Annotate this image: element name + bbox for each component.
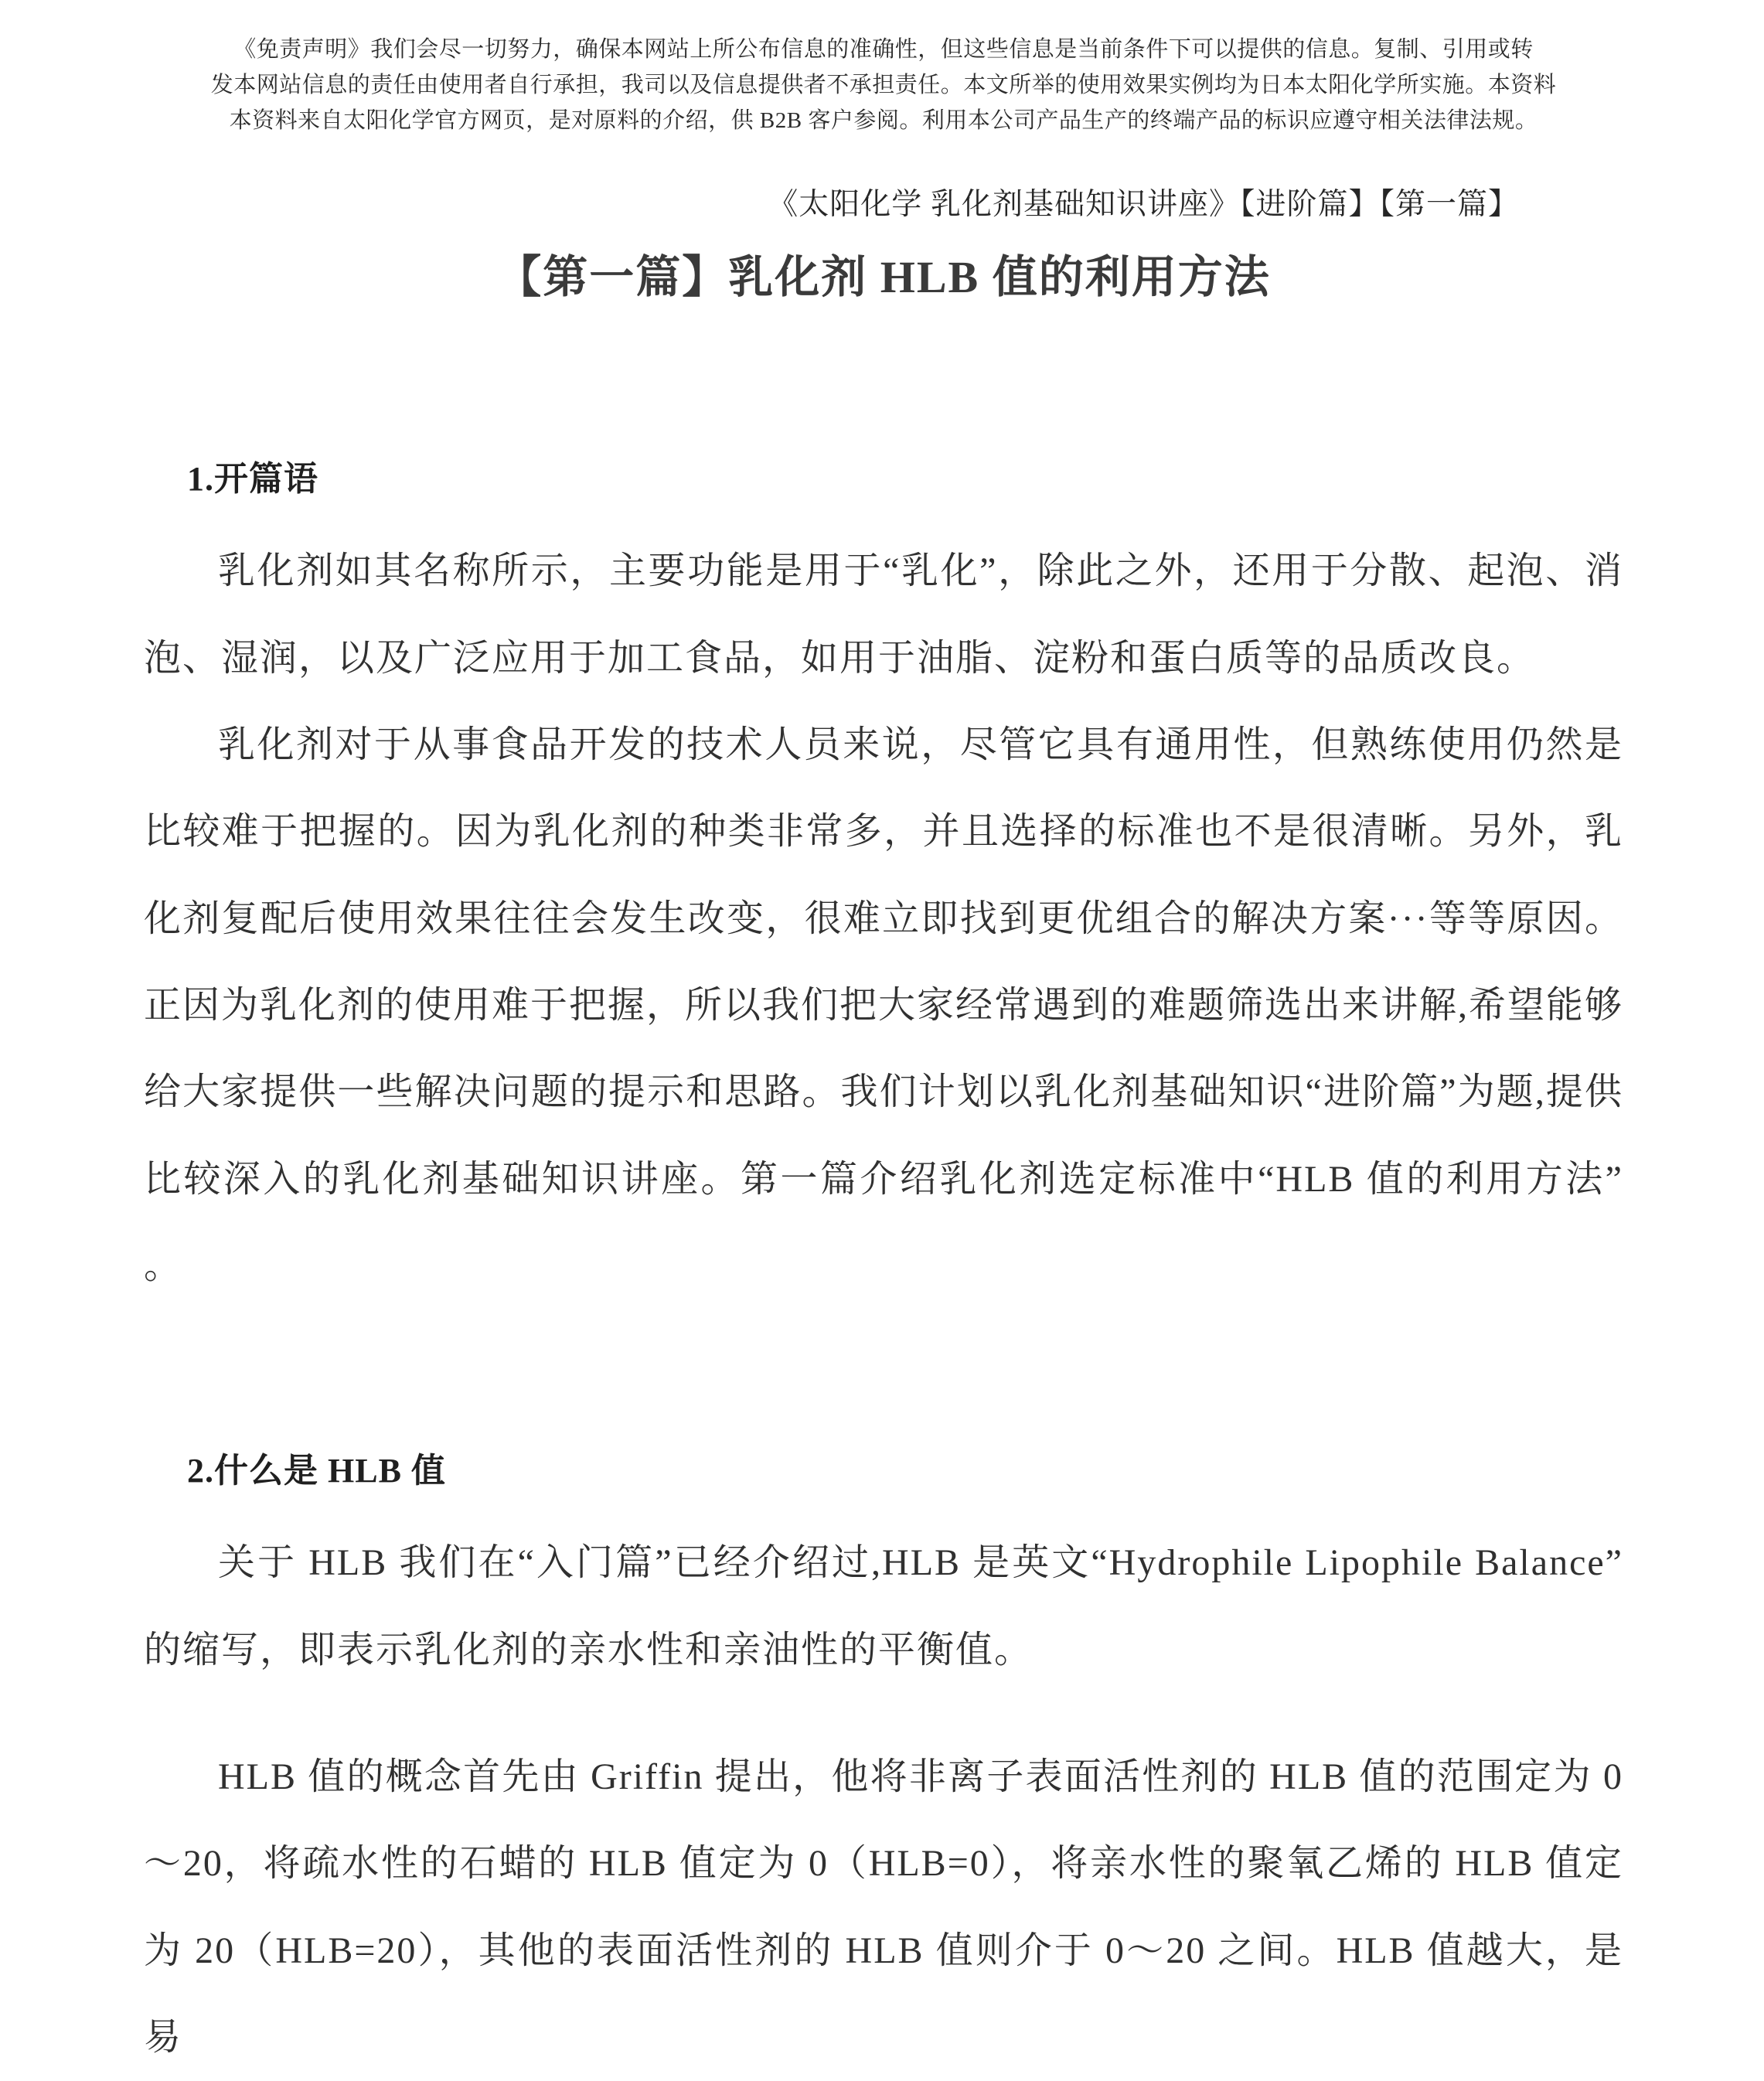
- disclaimer-line-2: 发本网站信息的责任由使用者自行承担，我司以及信息提供者不承担责任。本文所举的使用效果实例均为日本太阳化学所实施。本资料: [210, 72, 1557, 97]
- section-what-is-hlb: [144, 1442, 1623, 2081]
- hlb-paragraph-2: HLB 值的概念首先由 Griffin 提出，他将非离子表面活性剂的 HLB 值的范围定为 0～20，将疏水性的石蜡的 HLB 值定为 0（HLB=0），将亲水性的聚氧乙烯的 HLB 值定为 20（HLB=20），其他的表面活性剂的 HLB 值则介于 0～20 之间。HLB 值越大，是易: [144, 1756, 1623, 2058]
- hlb-paragraph-1: 关于 HLB 我们在“入门篇”已经介绍过,HLB 是英文“Hydrophile Lipophile Balance”的缩写，即表示乳化剂的亲水性和亲油性的平衡值。: [144, 1542, 1623, 1671]
- series-subtitle: 《太阳化学 乳化剂基础知识讲座》【进阶篇】【第一篇】: [768, 188, 1519, 222]
- disclaimer-line-3: 本资料来自太阳化学官方网页，是对原料的介绍，供 B2B 客户参阅。利用本公司产品生产的终端产品的标识应遵守相关法律法规。: [229, 107, 1538, 133]
- document-title: 【第一篇】乳化剂 HLB 值的利用方法: [496, 252, 1271, 303]
- section-intro-heading: 1.开篇语: [187, 460, 318, 499]
- section-intro: [144, 451, 1623, 1310]
- disclaimer-line-1: 《免责声明》我们会尽一切努力，确保本网站上所公布信息的准确性，但这些信息是当前条件下可以提供的信息。复制、引用或转: [233, 37, 1534, 62]
- section-what-is-hlb-heading: 2.什么是 HLB 值: [187, 1452, 446, 1490]
- intro-paragraph-2: 乳化剂对于从事食品开发的技术人员来说，尽管它具有通用性，但熟练使用仍然是比较难于把握的。因为乳化剂的种类非常多，并且选择的标准也不是很清晰。另外，乳化剂复配后使用效果往往会发生改变，很难立即找到更优组合的解决方案···等等原因。正因为乳化剂的使用难于把握，所以我们把大家经常遇到的难题筛选出来讲解,希望能够给大家提供一些解决问题的提示和思路。我们计划以乳化剂基础知识“进阶篇”为题,提供比较深入的乳化剂基础知识讲座。第一篇介绍乳化剂选定标准中“HLB 值的利用方法” 。: [144, 724, 1624, 1286]
- intro-paragraph-1: 乳化剂如其名称所示，主要功能是用于“乳化”，除此之外，还用于分散、起泡、消泡、湿润，以及广泛应用于加工食品，如用于油脂、淀粉和蛋白质等的品质改良。: [144, 550, 1623, 679]
- disclaimer-block: [144, 32, 1623, 138]
